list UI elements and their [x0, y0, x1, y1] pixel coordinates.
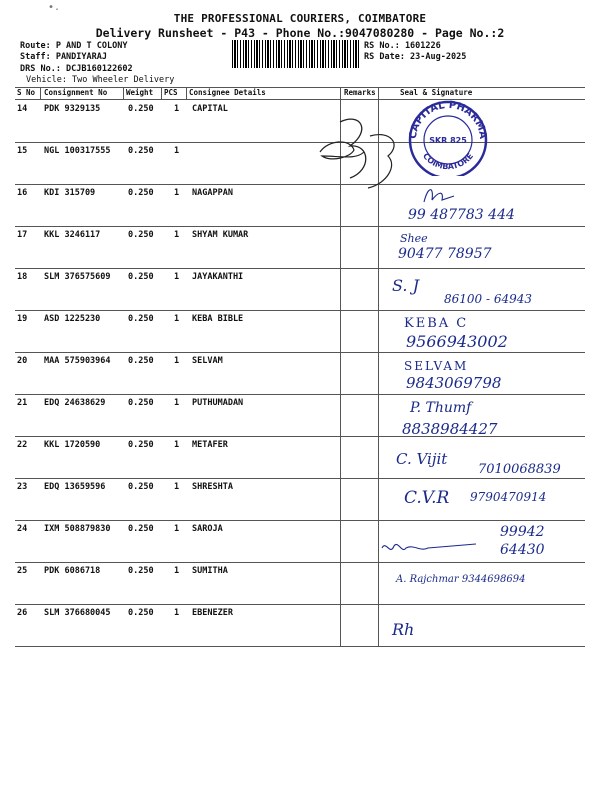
col-header-remarks: Remarks: [344, 88, 376, 97]
row-consignee: SHYAM KUMAR: [192, 230, 249, 240]
row-weight: 0.250: [128, 440, 154, 450]
row-sno: 26: [17, 608, 28, 618]
col-divider: [40, 87, 41, 99]
vehicle-info: Vehicle: Two Wheeler Delivery: [26, 75, 175, 85]
row-consignment-no: KKL 1720590: [44, 440, 101, 450]
row-consignment-no: PDK 9329135: [44, 104, 101, 114]
row-consignee: SELVAM: [192, 356, 223, 366]
row-consignee: SAROJA: [192, 524, 223, 534]
signature-19-phone: 9566943002: [406, 332, 508, 351]
signature-25: A. Rajchmar 9344698694: [396, 574, 526, 585]
scan-mark: •.: [48, 2, 61, 13]
company-title: THE PROFESSIONAL COURIERS, COIMBATORE: [173, 12, 427, 25]
row-consignee: JAYAKANTHI: [192, 272, 244, 282]
row-consignment-no: NGL 100317555: [44, 146, 111, 156]
col-header-consignment: Consignment No: [44, 88, 108, 97]
col-header-seal: Seal & Signature: [400, 88, 473, 97]
row-consignment-no: EDQ 13659596: [44, 482, 106, 492]
signature-20-name: SELVAM: [404, 359, 469, 373]
signature-18-phone: 86100 - 64943: [444, 292, 533, 306]
stamp-center-text: SKR 825: [429, 136, 467, 145]
row-divider: [15, 646, 585, 647]
row-consignment-no: SLM 376680045: [44, 608, 111, 618]
stamp-top-text: CAPITAL PHARMA: [407, 99, 489, 140]
table-row: [15, 142, 585, 184]
row-pcs: 1: [174, 104, 180, 114]
signature-16-phone: 99 487783 444: [408, 207, 515, 223]
signature-22-phone: 7010068839: [478, 462, 561, 477]
row-consignee: KEBA BIBLE: [192, 314, 244, 324]
col-header-consignee: Consignee Details: [189, 88, 266, 97]
table-row: [15, 100, 585, 142]
row-pcs: 1: [174, 356, 180, 366]
signature-26: Rh: [392, 620, 415, 639]
row-pcs: 1: [174, 188, 180, 198]
row-consignment-no: SLM 376575609: [44, 272, 111, 282]
remarks-scribble: [310, 100, 410, 195]
signature-21-phone: 8838984427: [402, 420, 498, 438]
barcode: [232, 40, 360, 68]
signature-24-mark: [380, 536, 480, 560]
row-weight: 0.250: [128, 356, 154, 366]
row-consignment-no: IXM 508879830: [44, 524, 111, 534]
row-consignee: SHRESHTA: [192, 482, 233, 492]
row-weight: 0.250: [128, 104, 154, 114]
row-sno: 18: [17, 272, 28, 282]
signature-17-phone: 90477 78957: [398, 246, 492, 262]
row-pcs: 1: [174, 146, 180, 156]
row-pcs: 1: [174, 482, 180, 492]
row-pcs: 1: [174, 398, 180, 408]
row-sno: 23: [17, 482, 28, 492]
stamp-bottom-text: COIMBATORE: [420, 151, 476, 172]
row-sno: 25: [17, 566, 28, 576]
rs-date: RS Date: 23-Aug-2025: [364, 52, 467, 62]
company-stamp: [402, 96, 494, 176]
row-consignee: PUTHUMADAN: [192, 398, 244, 408]
row-pcs: 1: [174, 524, 180, 534]
row-sno: 21: [17, 398, 28, 408]
row-consignment-no: EDQ 24638629: [44, 398, 106, 408]
signature-16-mark: [420, 184, 460, 206]
signature-21-name: P. Thumf: [410, 400, 472, 416]
row-pcs: 1: [174, 272, 180, 282]
row-weight: 0.250: [128, 188, 154, 198]
signature-23-phone: 9790470914: [470, 490, 547, 504]
row-weight: 0.250: [128, 608, 154, 618]
drs-info: DRS No.: DCJB160122602: [20, 64, 133, 74]
row-weight: 0.250: [128, 146, 154, 156]
row-consignee: METAFER: [192, 440, 228, 450]
row-weight: 0.250: [128, 482, 154, 492]
col-divider: [186, 87, 187, 99]
row-sno: 17: [17, 230, 28, 240]
signature-17-name: Shee: [400, 232, 428, 245]
svg-text:CAPITAL PHARMA: [408, 100, 488, 140]
col-divider: [123, 87, 124, 99]
svg-text:COIMBATORE: [421, 151, 475, 171]
row-pcs: 1: [174, 230, 180, 240]
staff-info: Staff: PANDIYARAJ: [20, 52, 107, 62]
table-row: [15, 604, 585, 646]
runsheet-subtitle: Delivery Runsheet - P43 - Phone No.:9047080280 - Page No.:2: [95, 26, 505, 40]
row-consignee: EBENEZER: [192, 608, 233, 618]
row-consignee: SUMITHA: [192, 566, 228, 576]
row-pcs: 1: [174, 608, 180, 618]
route-info: Route: P AND T COLONY: [20, 41, 128, 51]
signature-19-name: KEBA C: [404, 316, 469, 331]
row-sno: 19: [17, 314, 28, 324]
row-consignee: CAPITAL: [192, 104, 228, 114]
row-pcs: 1: [174, 440, 180, 450]
table-row: [15, 394, 585, 436]
row-weight: 0.250: [128, 566, 154, 576]
row-sno: 24: [17, 524, 28, 534]
row-pcs: 1: [174, 566, 180, 576]
row-weight: 0.250: [128, 272, 154, 282]
signature-18-name: S. J: [392, 276, 419, 295]
row-consignment-no: PDK 6086718: [44, 566, 101, 576]
signature-23-name: C.V.R: [404, 488, 450, 508]
row-sno: 22: [17, 440, 28, 450]
signature-24-number-bottom: 64430: [500, 542, 545, 558]
signature-20-phone: 9843069798: [406, 374, 502, 392]
row-consignment-no: KDI 315709: [44, 188, 96, 198]
row-sno: 20: [17, 356, 28, 366]
row-consignment-no: ASD 1225230: [44, 314, 101, 324]
row-weight: 0.250: [128, 230, 154, 240]
row-consignee: NAGAPPAN: [192, 188, 233, 198]
row-sno: 16: [17, 188, 28, 198]
row-sno: 14: [17, 104, 28, 114]
signature-22-name: C. Vijit: [396, 450, 448, 468]
rs-number: RS No.: 1601226: [364, 41, 441, 51]
row-consignment-no: MAA 575903964: [44, 356, 111, 366]
col-header-sno: S No: [17, 88, 36, 97]
col-header-weight: Weight: [126, 88, 154, 97]
col-header-pcs: PCS: [164, 88, 178, 97]
row-sno: 15: [17, 146, 28, 156]
col-divider: [161, 87, 162, 99]
signature-24-number-top: 99942: [500, 524, 545, 540]
row-consignment-no: KKL 3246117: [44, 230, 101, 240]
row-pcs: 1: [174, 314, 180, 324]
row-weight: 0.250: [128, 314, 154, 324]
row-weight: 0.250: [128, 398, 154, 408]
table-row: [15, 226, 585, 268]
row-weight: 0.250: [128, 524, 154, 534]
